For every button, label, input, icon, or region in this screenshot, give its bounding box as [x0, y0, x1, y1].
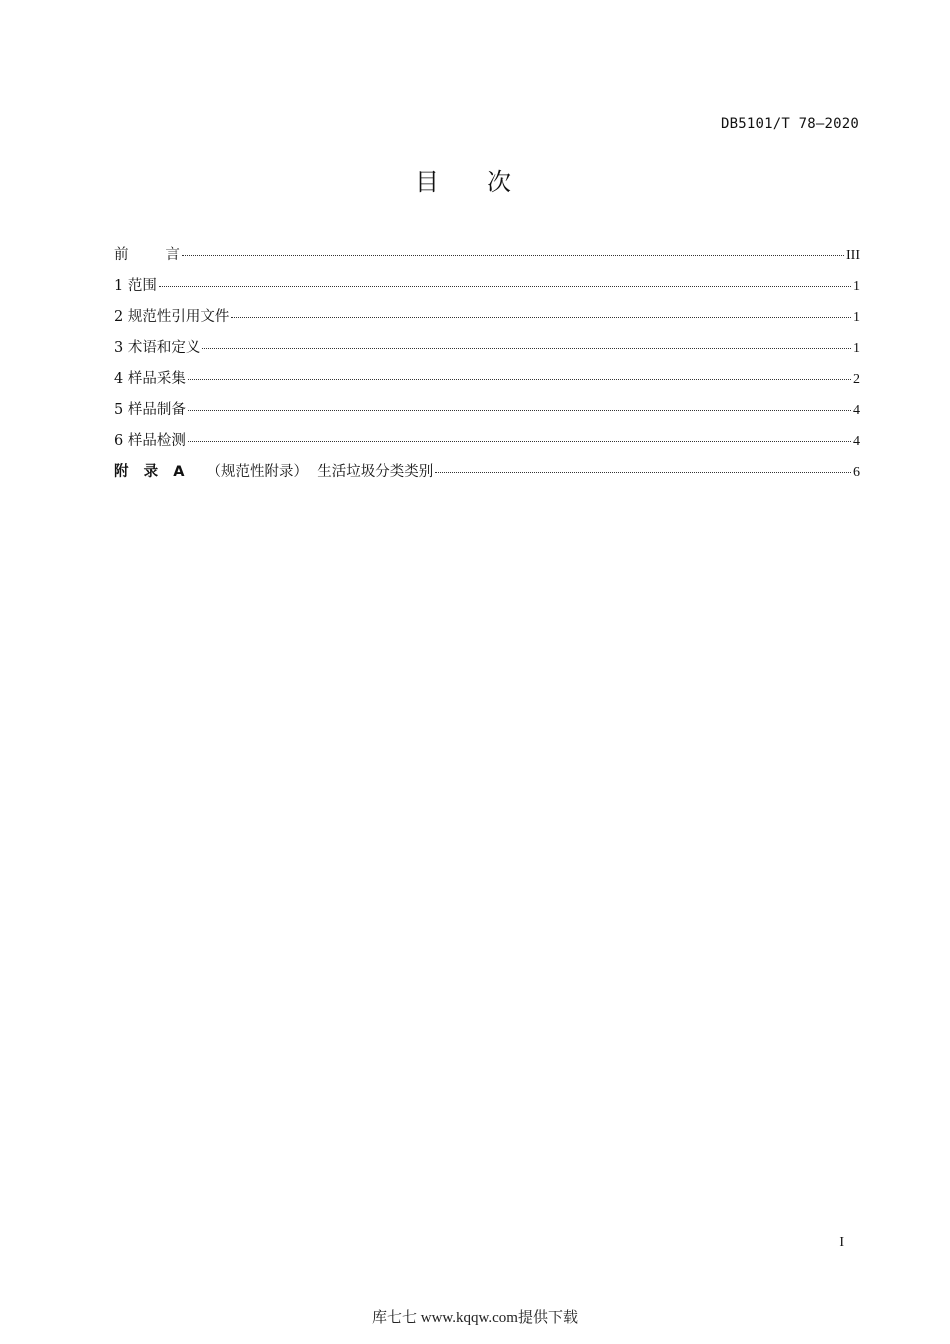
toc-item-page: 4	[853, 434, 860, 449]
toc-item-label: 1 范围	[114, 278, 157, 294]
toc-item-label: （规范性附录） 生活垃圾分类类别	[206, 464, 434, 480]
toc-item-label: 5 样品制备	[114, 402, 186, 418]
toc-item-page: 1	[853, 279, 860, 294]
footer-watermark: 库七七 www.kqqw.com提供下载	[372, 1310, 578, 1326]
page-number: I	[839, 1235, 844, 1250]
toc-item-page: 4	[853, 403, 860, 418]
toc-item-appendix-a[interactable]	[114, 460, 860, 491]
toc-item-sample-preparation[interactable]	[114, 398, 860, 429]
page-title: 目次	[415, 168, 559, 196]
toc-item-label: 2 规范性引用文件	[114, 309, 230, 325]
toc-item-label: 4 样品采集	[114, 371, 186, 387]
toc-leader-dots	[188, 441, 851, 442]
document-code: DB5101/T 78—2020	[720, 116, 859, 132]
toc-item-sample-testing[interactable]	[114, 429, 860, 460]
toc-item-label: 前 言	[114, 247, 180, 263]
toc-item-foreword[interactable]	[114, 243, 860, 274]
toc-leader-dots	[182, 255, 844, 256]
toc-appendix-prefix: 附 录 A	[114, 464, 185, 480]
toc-item-page: III	[846, 248, 860, 263]
toc-item-terms-definitions[interactable]	[114, 336, 860, 367]
table-of-contents	[114, 243, 860, 491]
toc-leader-dots	[231, 317, 851, 318]
toc-item-page: 1	[853, 310, 860, 325]
toc-item-label: 3 术语和定义	[114, 340, 201, 356]
toc-item-page: 2	[853, 372, 860, 387]
toc-item-scope[interactable]	[114, 274, 860, 305]
toc-leader-dots	[159, 286, 851, 287]
toc-leader-dots	[435, 472, 851, 473]
toc-leader-dots	[188, 410, 851, 411]
toc-item-page: 6	[853, 465, 860, 480]
toc-leader-dots	[202, 348, 851, 349]
toc-item-label: 6 样品检测	[114, 433, 186, 449]
toc-leader-dots	[188, 379, 851, 380]
toc-item-page: 1	[853, 341, 860, 356]
toc-item-normative-references[interactable]	[114, 305, 860, 336]
toc-item-sample-collection[interactable]	[114, 367, 860, 398]
